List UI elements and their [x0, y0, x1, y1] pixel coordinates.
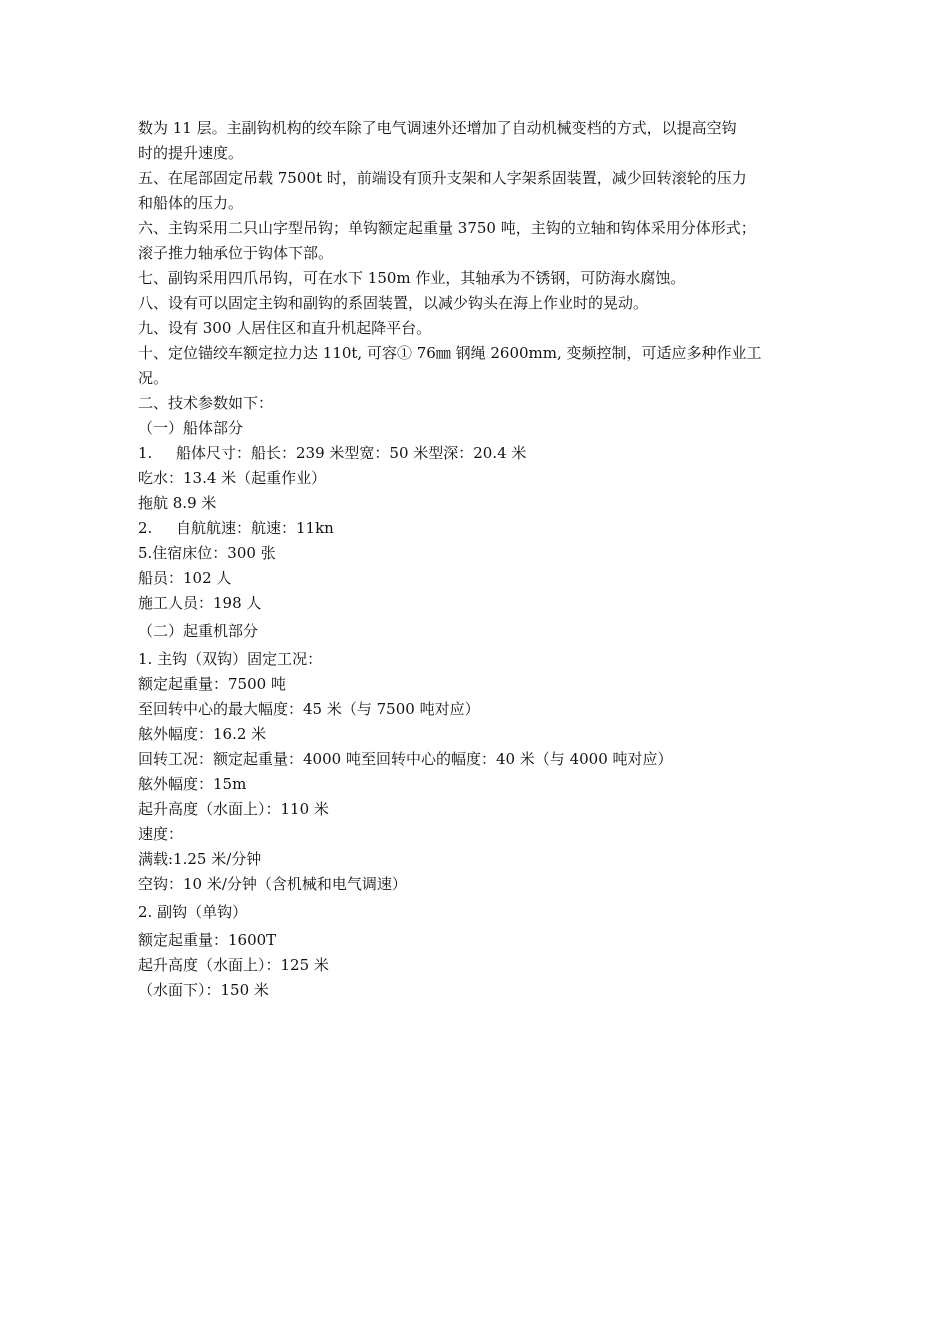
crane-aux-rated-load: 额定起重量：1600T — [138, 931, 277, 949]
hull-berths: 5.住宿床位：300 张 — [138, 544, 276, 562]
paragraph-line: 和船体的压力。 — [138, 194, 244, 212]
paragraph-line: 六、主钩采用二只山字型吊钩；单钩额定起重量 3750 吨，主钩的立轴和钩体采用分体形式； — [138, 219, 756, 237]
crane-empty-hook-speed: 空钩：10 米/分钟（含机械和电气调速） — [138, 875, 407, 893]
document-body — [138, 116, 818, 1003]
subsection-heading-hull: （一）船体部分 — [138, 419, 244, 437]
hull-crew: 船员：102 人 — [138, 569, 232, 587]
paragraph-line: 数为 11 层。主副钩机构的绞车除了电气调速外还增加了自动机械变档的方式，以提高空钩 — [138, 119, 737, 137]
paragraph-line: 十、定位锚绞车额定拉力达 110t, 可容① 76㎜ 钢绳 2600mm, 变频控制，可适应多种作业工 — [138, 344, 762, 362]
paragraph-line: 时的提升速度。 — [138, 144, 244, 162]
subsection-heading-crane: （二）起重机部分 — [138, 622, 259, 640]
hull-dimensions — [138, 441, 818, 466]
crane-outboard-radius-slewing: 舷外幅度：15m — [138, 775, 247, 793]
list-number: 2. — [138, 519, 153, 537]
crane-outboard-radius: 舷外幅度：16.2 米 — [138, 725, 267, 743]
crane-aux-hook-title: 2. 副钩（单钩） — [138, 903, 248, 921]
crane-aux-lift-below: （水面下）：150 米 — [138, 981, 269, 999]
crane-aux-lift-above: 起升高度（水面上）：125 米 — [138, 956, 329, 974]
list-text: 自航航速：航速：11kn — [176, 519, 334, 537]
list-number: 1. — [138, 444, 153, 462]
hull-speed — [138, 516, 818, 541]
hull-workers: 施工人员：198 人 — [138, 594, 262, 612]
crane-speed-label: 速度： — [138, 825, 184, 843]
paragraph-line: 九、设有 300 人居住区和直升机起降平台。 — [138, 319, 432, 337]
paragraph-line: 况。 — [138, 369, 169, 387]
crane-full-load-speed: 满载:1.25 米/分钟 — [138, 850, 262, 868]
crane-max-radius: 至回转中心的最大幅度：45 米（与 7500 吨对应） — [138, 700, 480, 718]
paragraph-line: 七、副钩采用四爪吊钩，可在水下 150m 作业，其轴承为不锈钢，可防海水腐蚀。 — [138, 269, 686, 287]
hull-draft: 吃水：13.4 米（起重作业） — [138, 469, 327, 487]
paragraph-line: 滚子推力轴承位于钩体下部。 — [138, 244, 334, 262]
crane-lift-height: 起升高度（水面上）：110 米 — [138, 800, 329, 818]
crane-slewing-condition: 回转工况：额定起重量：4000 吨至回转中心的幅度：40 米（与 4000 吨对应） — [138, 750, 673, 768]
list-text: 船体尺寸：船长：239 米型宽：50 米型深：20.4 米 — [176, 444, 527, 462]
hull-towing-draft: 拖航 8.9 米 — [138, 494, 217, 512]
crane-rated-load: 额定起重量：7500 吨 — [138, 675, 286, 693]
paragraph-line: 八、设有可以固定主钩和副钩的系固装置，以减少钩头在海上作业时的晃动。 — [138, 294, 649, 312]
paragraph-line: 五、在尾部固定吊载 7500t 时，前端设有顶升支架和人字架系固装置，减少回转滚轮的压力 — [138, 169, 747, 187]
crane-main-hook-title: 1. 主钩（双钩）固定工况： — [138, 650, 323, 668]
section-heading-tech-params: 二、技术参数如下： — [138, 394, 274, 412]
